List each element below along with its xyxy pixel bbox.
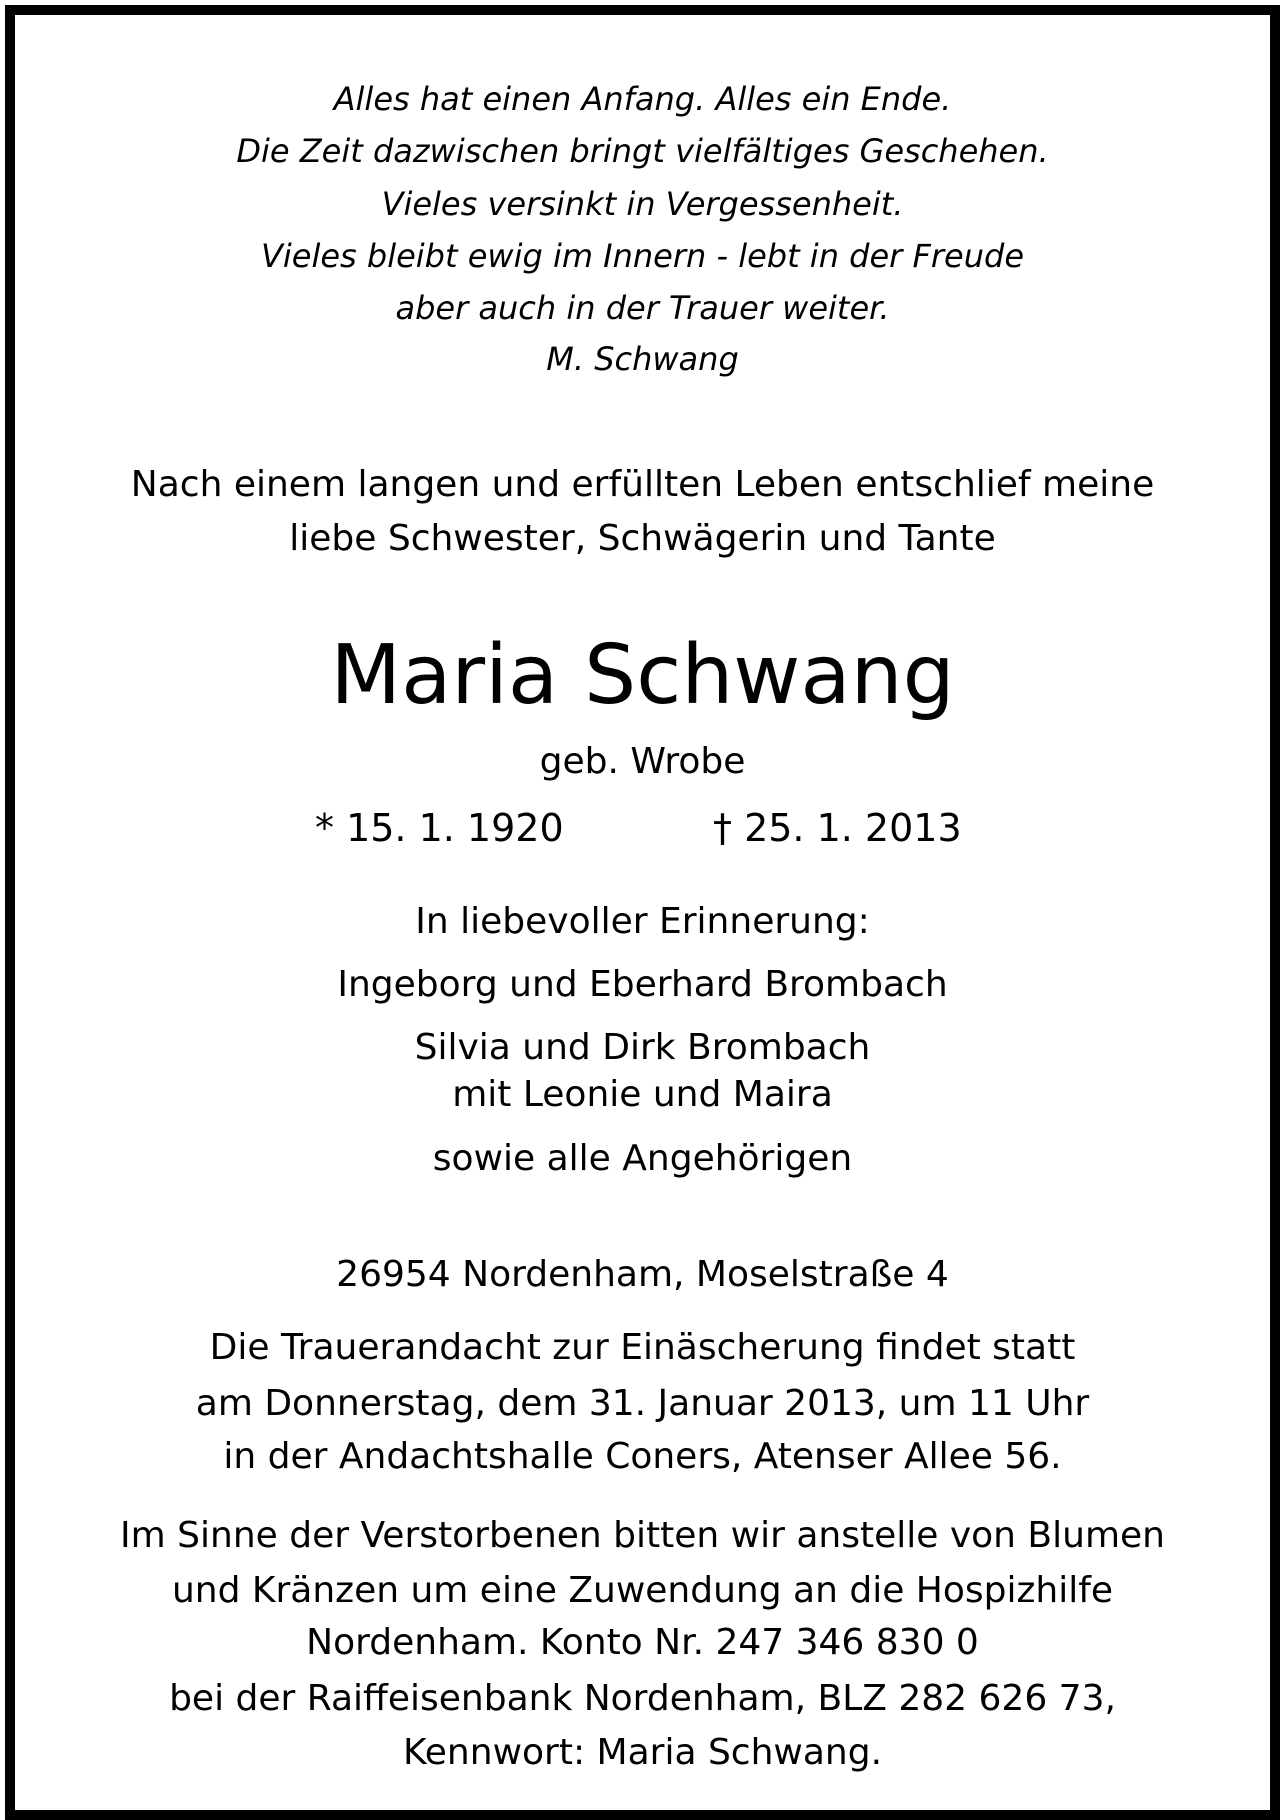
poem-line-2: Die Zeit dazwischen bringt vielfältiges Geschehen. [236, 132, 1049, 170]
mourners-family-2: Silvia und Dirk Brombach [414, 1027, 871, 1068]
intro-line-1: Nach einem langen und erfüllten Leben entschlief meine [130, 464, 1155, 505]
donation-line-2: und Kränzen um eine Zuwendung an die Hospizhilfe [171, 1570, 1114, 1611]
poem-line-3: Vieles versinkt in Vergessenheit. [381, 185, 904, 223]
donation-line-4: bei der Raiffeisenbank Nordenham, BLZ 282 626 73, [169, 1678, 1116, 1719]
mourners-family-2-children: mit Leonie und Maira [452, 1074, 833, 1115]
poem-author: M. Schwang [546, 340, 739, 378]
service-line-3: in der Andachtshalle Coners, Atenser Allee 56. [223, 1436, 1062, 1477]
donation-line-5: Kennwort: Maria Schwang. [402, 1732, 883, 1773]
poem-line-4: Vieles bleibt ewig im Innern - lebt in der Freude [261, 237, 1024, 275]
intro-line-2: liebe Schwester, Schwägerin und Tante [289, 518, 996, 559]
birth-name: geb. Wrobe [539, 741, 746, 782]
address: 26954 Nordenham, Moselstraße 4 [336, 1254, 949, 1295]
mourners-others: sowie alle Angehörigen [432, 1138, 853, 1179]
deceased-name: Maria Schwang [330, 628, 955, 723]
poem-line-5: aber auch in der Trauer weiter. [395, 289, 890, 327]
service-line-2: am Donnerstag, dem 31. Januar 2013, um 11 Uhr [195, 1383, 1090, 1424]
mourners-family-1: Ingeborg und Eberhard Brombach [337, 964, 948, 1005]
donation-line-1: Im Sinne der Verstorbenen bitten wir anstelle von Blumen [120, 1515, 1165, 1556]
donation-line-3: Nordenham. Konto Nr. 247 346 830 0 [306, 1622, 979, 1663]
service-line-1: Die Trauerandacht zur Einäscherung findet statt [209, 1327, 1076, 1368]
obituary-notice [5, 5, 1280, 1820]
mourners-heading: In liebevoller Erinnerung: [415, 901, 870, 942]
death-date: † 25. 1. 2013 [713, 806, 962, 850]
birth-date: * 15. 1. 1920 [315, 806, 564, 850]
poem-line-1: Alles hat einen Anfang. Alles ein Ende. [333, 80, 952, 118]
